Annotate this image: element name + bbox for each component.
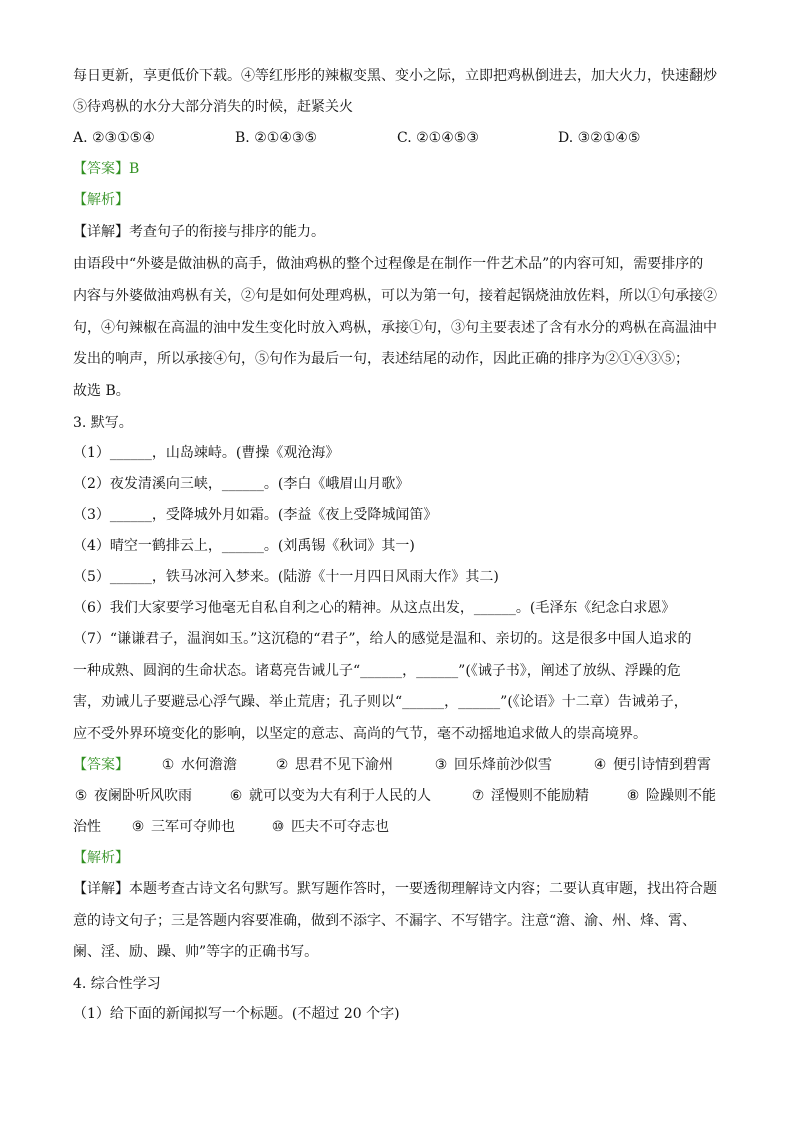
q2-detail-line-2: 由语段中“外婆是做油枞的高手，做油鸡枞的整个过程像是在制作一件艺术品”的内容可知，需要排序的	[73, 256, 704, 272]
q2-answer: 【答案】B	[73, 161, 140, 177]
option-d: D. ③②①④⑤	[558, 130, 641, 146]
answer-item: ⑨ 三军可夺帅也	[131, 819, 235, 835]
option-c: C. ②①④⑤③	[397, 130, 479, 146]
answer-item: ① 水何澹澹	[161, 757, 237, 773]
answer-item: ⑥ 就可以变为大有利于人民的人	[229, 788, 431, 804]
q3-analysis-label: 【解析】	[73, 850, 129, 866]
option-a: A. ②③①⑤④	[73, 130, 155, 146]
intro-line-1: 每日更新，享更低价下载。④等红彤彤的辣椒变黑、变小之际，立即把鸡枞倒进去，加大火力，快速翻炒	[73, 68, 717, 84]
q3-item-7-line-3: 害，劝诫儿子要避忌心浮气躁、举止荒唐；孔子则以“______，______”(《论语》十二章）告诫弟子，	[73, 694, 688, 710]
q4-subquestion-1: （1）给下面的新闻拟写一个标题。(不超过 20 个字)	[73, 1006, 400, 1022]
q3-item-7-line-2: 一种成熟、圆润的生命状态。诸葛亮告诫儿子“______，______”(《诫子书》，阐述了放纵、浮躁的危	[73, 663, 681, 679]
q3-detail-line-3: 阑、淫、励、躁、帅”等字的正确书写。	[73, 944, 319, 960]
q2-detail-line-1: 【详解】考查句子的衔接与排序的能力。	[73, 224, 325, 240]
q2-detail-line-5: 发出的响声，所以承接④句，⑤句作为最后一句，表述结尾的动作，因此正确的排序为②①④③⑤；	[73, 351, 689, 367]
q3-item-7-line-4: 应不受外界环境变化的影响，以坚定的意志、高尚的气节，毫不动摇地追求做人的崇高境界。	[73, 726, 647, 742]
q3-detail-line-1: 【详解】本题考查古诗文名句默写。默写题作答时，一要透彻理解诗文内容；二要认真审题，找出符合题	[73, 881, 717, 897]
option-b: B. ②①④③⑤	[235, 130, 317, 146]
q2-analysis-label: 【解析】	[73, 192, 129, 208]
answer-item: ⑧ 险躁则不能	[626, 788, 716, 804]
q2-detail-line-4: 句，④句辣椒在高温的油中发生变化时放入鸡枞，承接①句，③句主要表述了含有水分的鸡枞在高温油中	[73, 320, 717, 336]
q3-item-1: （1）______，山岛竦峙。(曹操《观沧海》	[73, 445, 340, 461]
answer-item: ⑤ 夜阑卧听风吹雨	[74, 788, 192, 804]
q4-title: 4. 综合性学习	[73, 976, 161, 992]
q3-item-2: （2）夜发清溪向三峡，______。(李白《峨眉山月歌》	[73, 476, 410, 492]
q3-item-4: （4）晴空一鹤排云上，______。(刘禹锡《秋词》其一)	[73, 538, 415, 554]
q3-item-3: （3）______，受降城外月如霜。(李益《夜上受降城闻笛》	[73, 507, 438, 523]
q3-item-7-line-1: （7）“谦谦君子，温润如玉。”这沉稳的“君子”，给人的感觉是温和、亲切的。这是很多中国人追求的	[73, 631, 692, 647]
q3-title: 3. 默写。	[73, 415, 133, 431]
answer-item: ② 思君不见下渝州	[275, 757, 393, 773]
answer-item: ⑦ 淫慢则不能励精	[471, 788, 589, 804]
q3-answer-label: 【答案】	[73, 757, 129, 773]
q3-item-5: （5）______，铁马冰河入梦来。(陆游《十一月四日风雨大作》其二)	[73, 569, 499, 585]
answer-item: ⑩ 匹夫不可夺志也	[271, 819, 389, 835]
answer-item: ③ 回乐烽前沙似雪	[434, 757, 552, 773]
answer-item: ④ 便引诗情到碧霄	[593, 757, 711, 773]
q3-detail-line-2: 意的诗文句子；三是答题内容要准确，做到不添字、不漏字、不写错字。注意“澹、渝、州、烽、霄、	[73, 913, 697, 929]
q2-detail-line-3: 内容与外婆做油鸡枞有关，②句是如何处理鸡枞，可以为第一句，接着起锅烧油放佐料，所以①句承接②	[73, 288, 717, 304]
q3-item-6: （6）我们大家要学习他毫无自私自利之心的精神。从这点出发，______。(毛泽东《纪念白求恩》	[73, 600, 676, 616]
q2-detail-line-6: 故选 B。	[73, 383, 130, 399]
answer-item: 治性	[73, 819, 101, 835]
intro-line-2: ⑤待鸡枞的水分大部分消失的时候，赶紧关火	[73, 99, 353, 115]
